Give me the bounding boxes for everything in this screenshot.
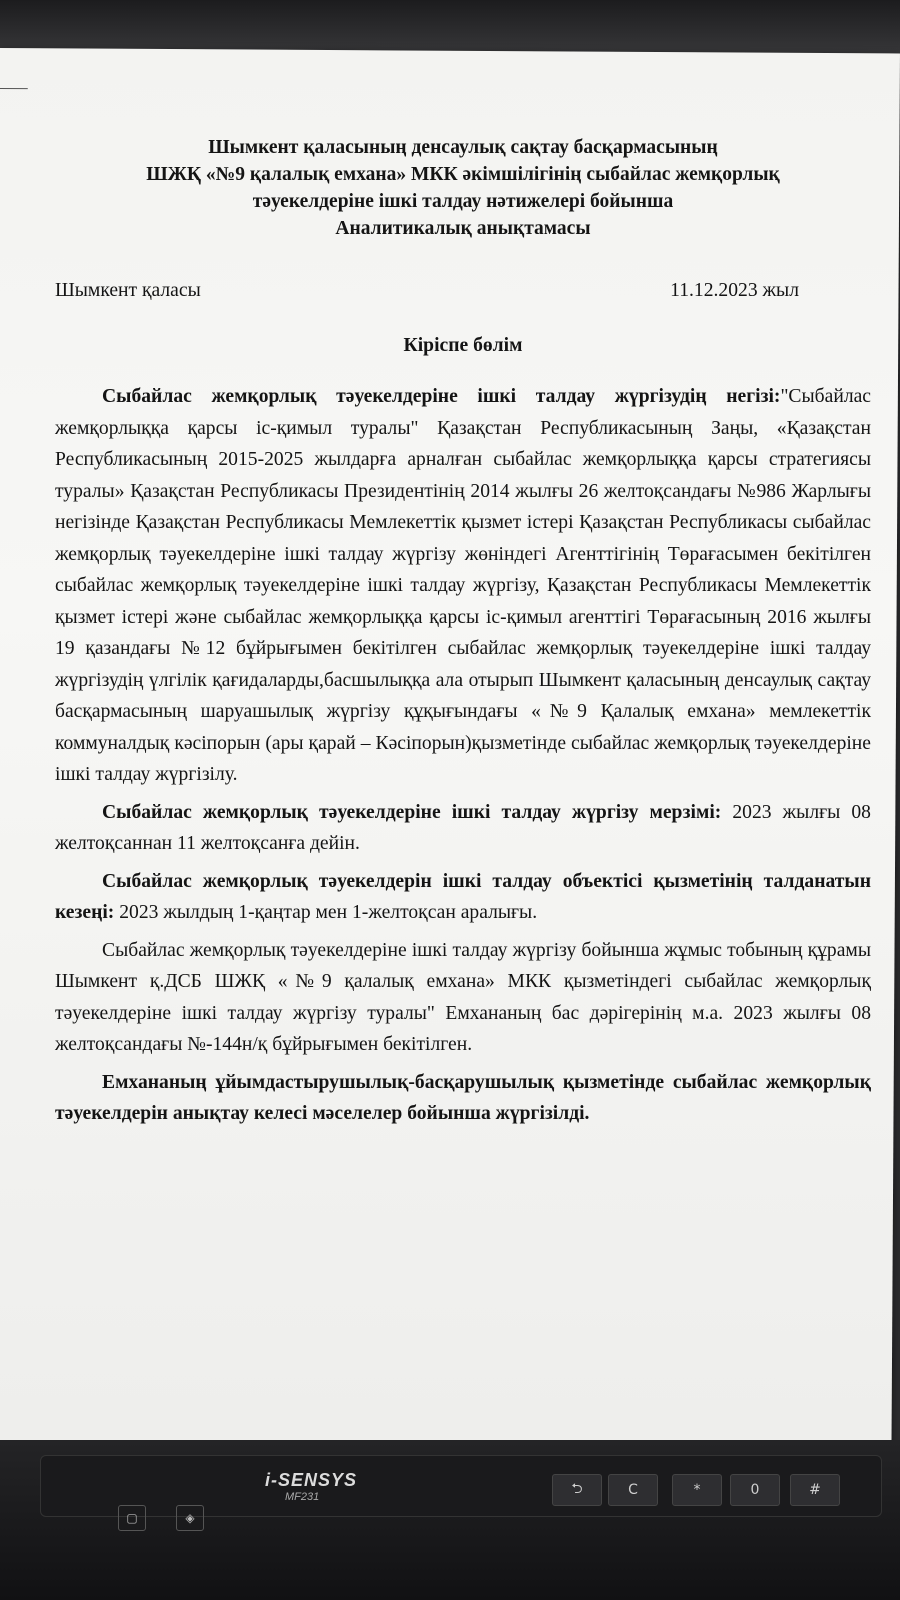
paragraph-analysis-period-label: Сыбайлас жемқорлық тәуекелдерін ішкі талдау объектісі қызметінің талданатын кезеңі: (55, 870, 871, 923)
printer-clear-button[interactable]: C (608, 1474, 658, 1506)
title-line-4: Аналитикалық анықтамасы (335, 218, 591, 239)
city-label: Шымкент қаласы (55, 280, 201, 301)
printer-brand: i-SENSYS (265, 1470, 358, 1490)
document-date: 11.12.2023 жыл (670, 280, 799, 301)
paragraph-basis (55, 381, 871, 791)
title-line-3: тәуекелдеріне ішкі талдау нәтижелері бойынша (252, 191, 674, 212)
document-page (55, 134, 871, 1136)
title-line-2: ШЖҚ «№9 қалалық емхана» МКК әкімшілігінің сыбайлас жемқорлық (146, 164, 780, 185)
paragraph-period-label: Сыбайлас жемқорлық тәуекелдеріне ішкі талдау жүргізу мерзімі: (102, 801, 722, 823)
paragraph-period-text: 2023 жылғы 08 желтоқсаннан 11 желтоқсанға дейін. (55, 801, 871, 854)
paragraph-analysis-period (55, 866, 871, 929)
paragraph-basis-text: "Сыбайлас жемқорлыққа қарсы іс-қимыл туралы" Қазақстан Республикасының Заңы, «Қазақстан Республикасының 2015-2025 жылдарға арналған сыбайлас жемқорлыққа қарсы стратегиясы туралы» Қазақстан Республикасы Президентінің 2014 жылғы 26 желтоқсандағы №986 Жарлығы негізінде Қазақстан Республикасы Мемлекеттік қызмет істері Қазақстан Республикасы сыбайлас жемқорлық тәуекелдеріне ішкі талдау жүргізу жөніндегі Агенттігінің Төрағасымен бекітілген сыбайлас жемқорлық тәуекелдеріне ішкі талдау жүргізу, Қазақстан Республикасы Мемлекеттік қызмет істері және сыбайлас жемқорлыққа қарсы іс-қимыл агенттігі Төрағасының 2016 жылғы 19 қазандағы №12 бұйрығымен бекітілген сыбайлас жемқорлық тәуекелдеріне ішкі талдау жүргізудің үлгілік қағидаларды,басшылыққа ала отырып Шымкент қаласының денсаулық сақтау басқармасының шаруашылық жүргізу құқығындағы «№9 Қалалық емхана» мемлекеттік коммуналдық кәсіпорын (ары қарай – Кәсіпорын)қызметінде сыбайлас жемқорлық тәуекелдеріне ішкі талдау жүргізілу. (55, 386, 871, 785)
title-line-1: Шымкент қаласының денсаулық сақтау басқармасының (208, 137, 718, 158)
section-heading: Кіріспе бөлім (403, 334, 523, 356)
place-date-row (55, 275, 871, 307)
printer-star-button[interactable]: * (672, 1474, 722, 1506)
paragraph-basis-label: Сыбайлас жемқорлық тәуекелдеріне ішкі талдау жүргізудің негізі: (102, 386, 781, 407)
paragraph-analysis-period-text: 2023 жылдың 1-қаңтар мен 1-желтоқсан аралығы. (114, 902, 538, 923)
printer-scan-icon[interactable]: ◈ (176, 1505, 204, 1531)
printer-copy-icon[interactable]: ▢ (118, 1505, 146, 1531)
paragraph-period (55, 797, 871, 860)
printer-hash-button[interactable]: # (790, 1474, 840, 1506)
document-title (55, 134, 871, 242)
printer-model: MF231 (285, 1491, 320, 1503)
paper-edge-mark (0, 88, 28, 89)
paragraph-identification: Емхананың ұйымдастырушылық-басқарушылық қызметінде сыбайлас жемқорлық тәуекелдерін анықтау келесі мәселелер бойынша жүргізілді. (55, 1071, 871, 1124)
printer-zero-button[interactable]: 0 (730, 1474, 780, 1506)
paragraph-working-group: Сыбайлас жемқорлық тәуекелдеріне ішкі талдау жүргізу бойынша жұмыс тобының құрамы Шымкент қ.ДСБ ШЖҚ «№9 қалалық емхана» МКК қызметіндегі сыбайлас жемқорлық тәуекелдеріне ішкі талдау жүргізу туралы" Емхананың бас дәрігерінің м.а. 2023 жылғы 08 желтоқсандағы №-144н/қ бұйрығымен бекітілген. (55, 939, 871, 1055)
printer-back-button[interactable]: ⮌ (552, 1474, 602, 1506)
